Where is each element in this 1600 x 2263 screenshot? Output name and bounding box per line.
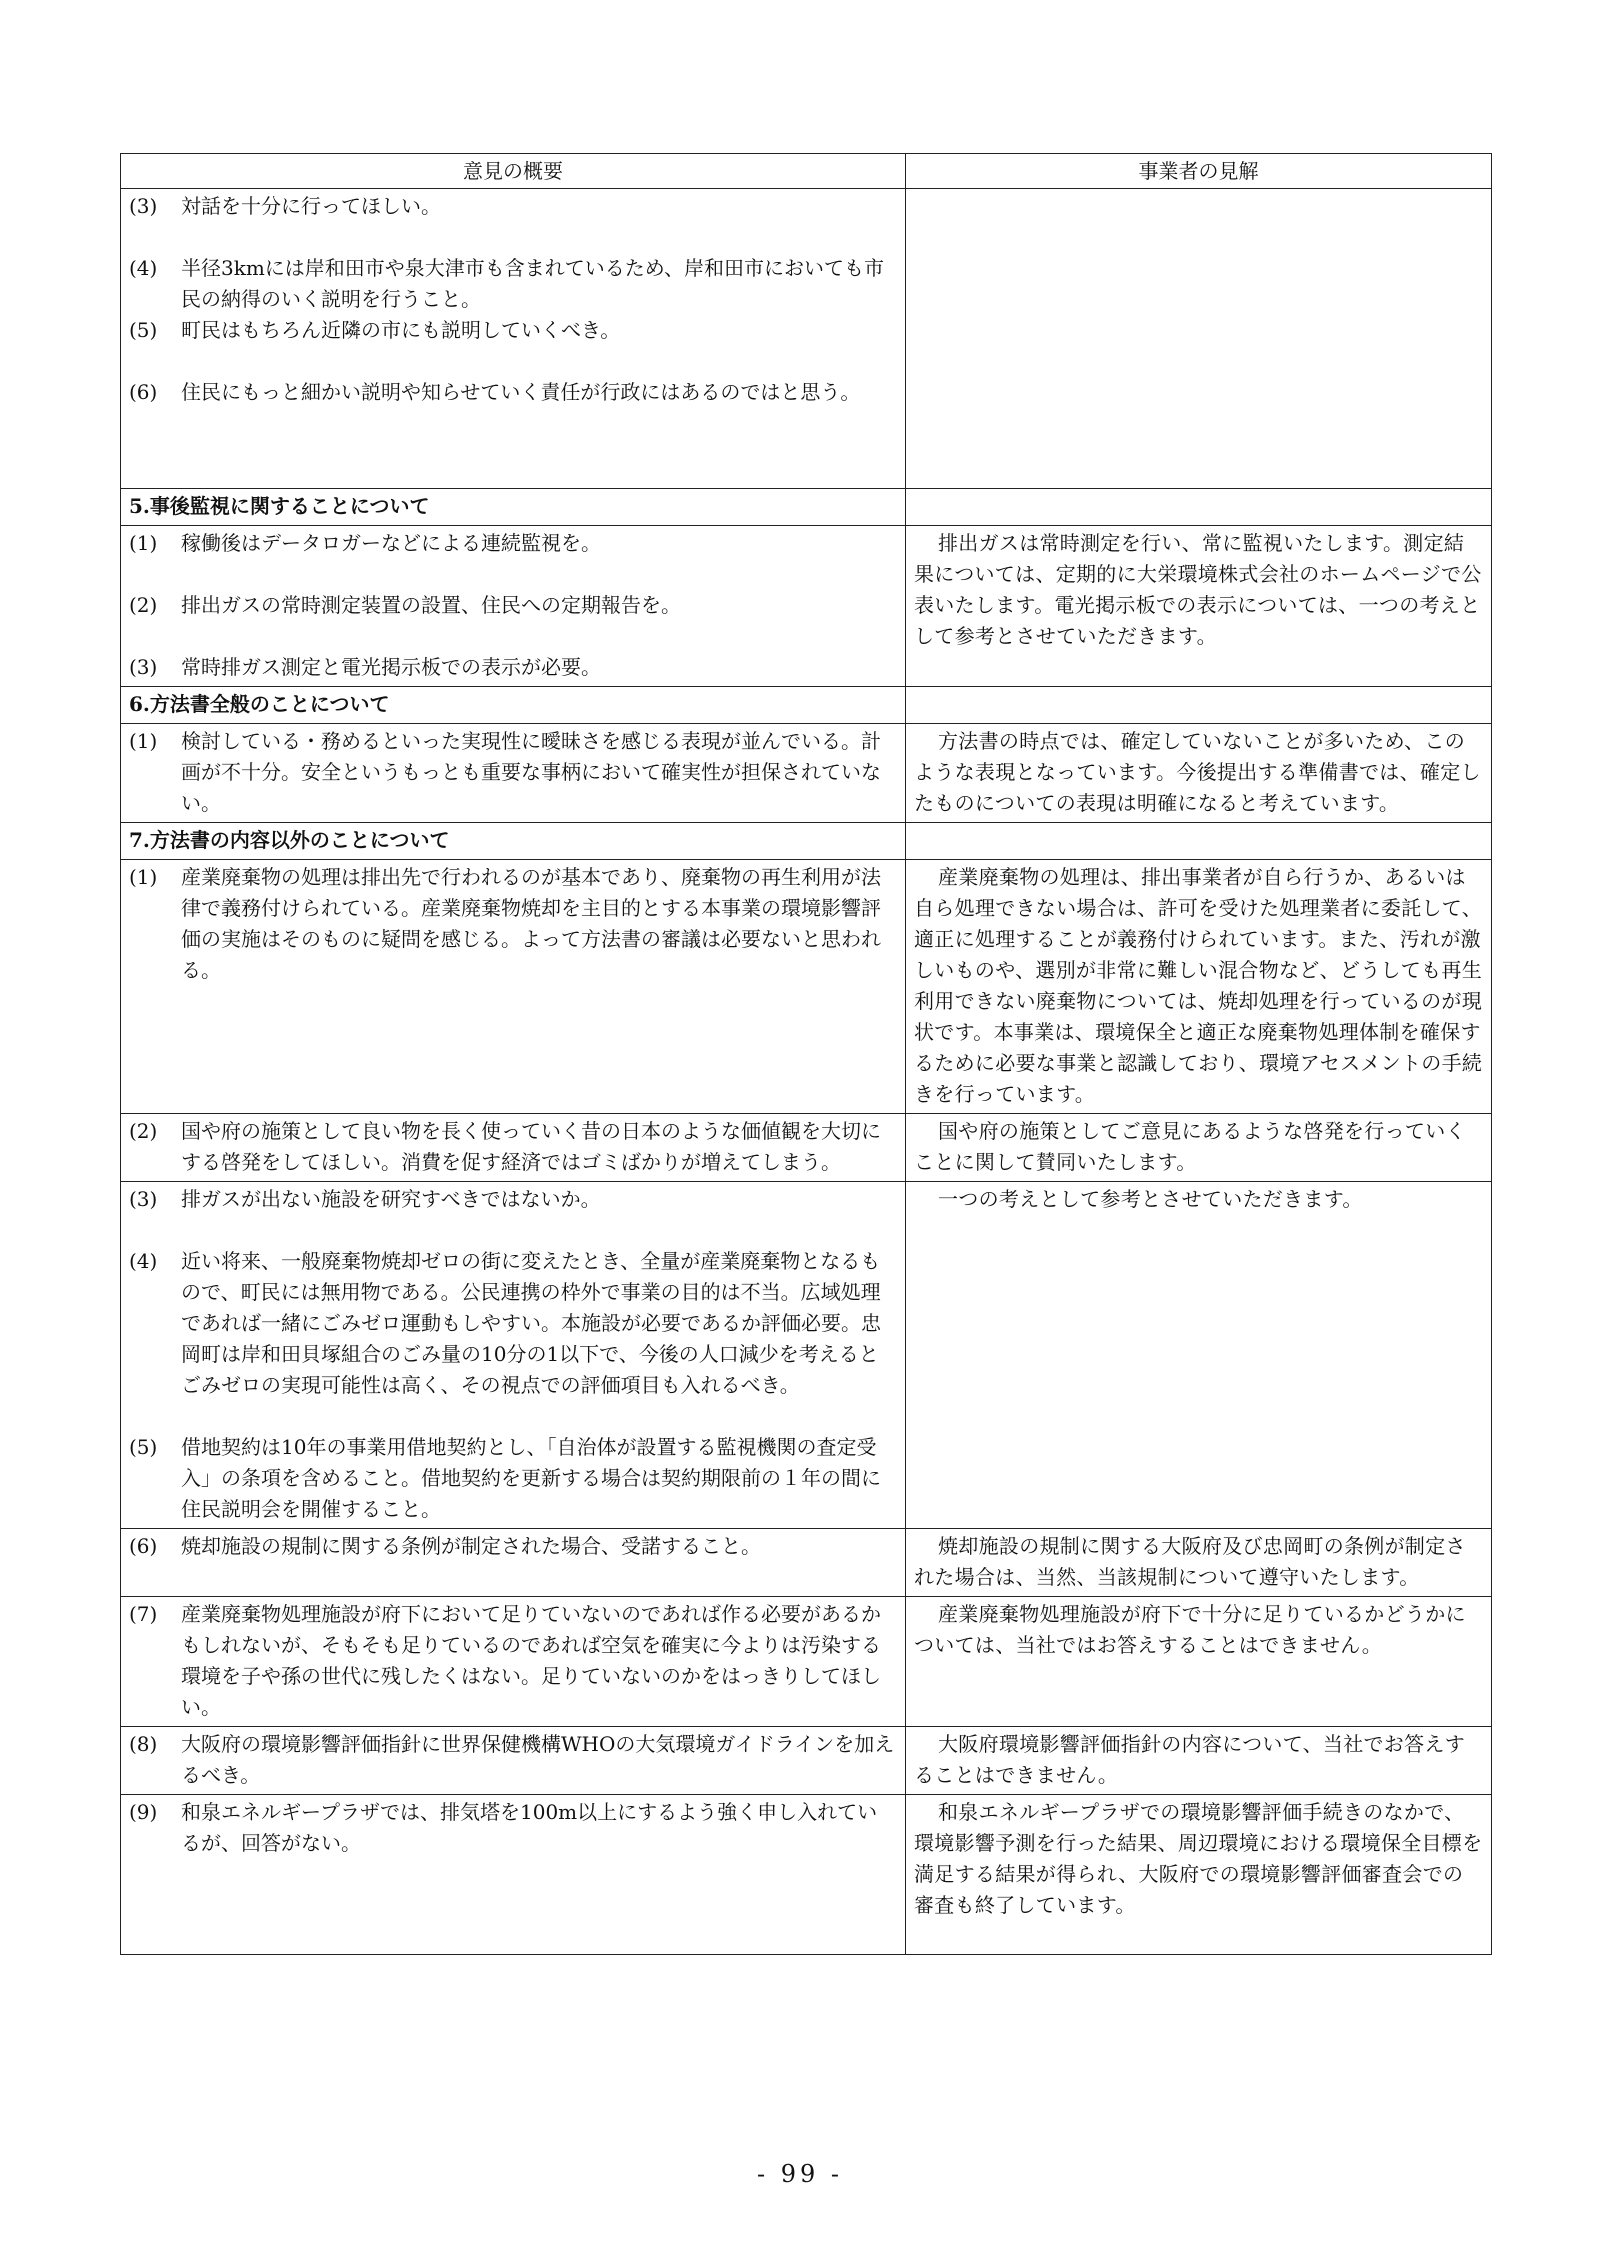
opinion-cell — [121, 724, 906, 823]
opinion-cell — [121, 189, 906, 489]
response-cell: 産業廃棄物の処理は、排出事業者が自ら行うか、あるいは自ら処理できない場合は、許可を受けた処理業者に委託して、適正に処理することが義務付けられています。また、汚れが激しいものや、選別が非常に難しい混合物など、どうしても再生利用できない廃棄物については、焼却処理を行っているのが現状です。本事業は、環境保全と適正な廃棄物処理体制を確保するために必要な事業と認識しており、環境アセスメントの手続きを行っています。 — [906, 860, 1492, 1114]
item-text: 近い将来、一般廃棄物焼却ゼロの街に変えたとき、全量が産業廃棄物となるもので、町民には無用物である。公民連携の枠外で事業の目的は不当。広域処理であれば一緒にごみゼロ運動もしやすい。本施設が必要であるか評価必要。忠岡町は岸和田貝塚組合のごみ量の10分の1以下で、今後の人口減少を考えるとごみゼロの実現可能性は高く、その視点での評価項目も入れるべき。 — [181, 1249, 881, 1397]
table-row — [121, 860, 1492, 1114]
section-empty-cell — [906, 823, 1492, 860]
item-text: 排ガスが出ない施設を研究すべきではないか。 — [181, 1187, 601, 1211]
opinion-cell — [121, 526, 906, 687]
item-text: 焼却施設の規制に関する条例が制定された場合、受諾すること。 — [181, 1534, 761, 1558]
response-cell: 方法書の時点では、確定していないことが多いため、このような表現となっています。今後提出する準備書では、確定したものについての表現は明確になると考えています。 — [906, 724, 1492, 823]
opinion-cell — [121, 1182, 906, 1529]
section-title: 5.事後監視に関することについて — [121, 489, 906, 526]
opinion-cell — [121, 1727, 906, 1795]
response-cell: 大阪府環境影響評価指針の内容について、当社でお答えすることはできません。 — [906, 1727, 1492, 1795]
opinion-item — [129, 191, 897, 222]
table-row — [121, 1182, 1492, 1529]
header-opinion: 意見の概要 — [121, 154, 906, 189]
response-cell: 一つの考えとして参考とさせていただきます。 — [906, 1182, 1492, 1529]
table-header-row — [121, 154, 1492, 189]
item-text: 大阪府の環境影響評価指針に世界保健機構WHOの大気環境ガイドラインを加えるべき。 — [181, 1732, 895, 1787]
opinion-item — [129, 590, 897, 621]
opinion-item — [129, 1531, 897, 1562]
opinion-item — [129, 862, 897, 986]
item-text: 町民はもちろん近隣の市にも説明していくべき。 — [181, 318, 621, 342]
section-empty-cell — [906, 489, 1492, 526]
opinion-cell — [121, 1597, 906, 1727]
section-empty-cell — [906, 687, 1492, 724]
item-number: (8) — [129, 1732, 158, 1756]
section-title: 7.方法書の内容以外のことについて — [121, 823, 906, 860]
opinion-cell — [121, 860, 906, 1114]
item-number: (6) — [129, 380, 158, 404]
item-number: (4) — [129, 256, 158, 280]
table-row — [121, 1114, 1492, 1182]
item-text: 排出ガスの常時測定装置の設置、住民への定期報告を。 — [181, 593, 681, 617]
opinion-item — [129, 1246, 897, 1401]
response-cell: 産業廃棄物処理施設が府下で十分に足りているかどうかについては、当社ではお答えすることはできません。 — [906, 1597, 1492, 1727]
opinion-item — [129, 528, 897, 559]
item-number: (5) — [129, 318, 158, 342]
item-number: (2) — [129, 1119, 158, 1143]
opinion-cell — [121, 1795, 906, 1955]
table-row — [121, 1727, 1492, 1795]
opinion-cell — [121, 1114, 906, 1182]
opinion-item — [129, 377, 897, 408]
item-text: 対話を十分に行ってほしい。 — [181, 194, 441, 218]
item-number: (1) — [129, 531, 158, 555]
opinion-item — [129, 315, 897, 346]
opinion-item — [129, 1432, 897, 1525]
item-text: 検討している・務めるといった実現性に曖昧さを感じる表現が並んでいる。計画が不十分。安全というもっとも重要な事柄において確実性が担保されていない。 — [181, 729, 881, 815]
opinion-item — [129, 1184, 897, 1215]
table-row — [121, 526, 1492, 687]
item-number: (3) — [129, 1187, 158, 1211]
item-number: (1) — [129, 729, 158, 753]
item-number: (4) — [129, 1249, 158, 1273]
table-row — [121, 189, 1492, 489]
item-number: (7) — [129, 1602, 158, 1626]
header-response: 事業者の見解 — [906, 154, 1492, 189]
opinion-item — [129, 1729, 897, 1791]
item-text: 産業廃棄物の処理は排出先で行われるのが基本であり、廃棄物の再生利用が法律で義務付けられている。産業廃棄物焼却を主目的とする本事業の環境影響評価の実施はそのものに疑問を感じる。よって方法書の審議は必要ないと思われる。 — [181, 865, 881, 982]
opinion-item — [129, 253, 897, 315]
item-number: (9) — [129, 1800, 158, 1824]
table-row — [121, 724, 1492, 823]
item-number: (1) — [129, 865, 158, 889]
section-row — [121, 823, 1492, 860]
item-text: 国や府の施策として良い物を長く使っていく昔の日本のような価値観を大切にする啓発をしてほしい。消費を促す経済ではゴミばかりが増えてしまう。 — [181, 1119, 881, 1174]
item-text: 産業廃棄物処理施設が府下において足りていないのであれば作る必要があるかもしれないが、そもそも足りているのであれば空気を確実に今よりは汚染する環境を子や孫の世代に残したくはない。足りていないのかをはっきりしてほしい。 — [181, 1602, 881, 1719]
response-cell: 国や府の施策としてご意見にあるような啓発を行っていくことに関して賛同いたします。 — [906, 1114, 1492, 1182]
opinion-item — [129, 652, 897, 683]
response-cell: 焼却施設の規制に関する大阪府及び忠岡町の条例が制定された場合は、当然、当該規制について遵守いたします。 — [906, 1529, 1492, 1597]
response-cell: 和泉エネルギープラザでの環境影響評価手続きのなかで、環境影響予測を行った結果、周辺環境における環境保全目標を満足する結果が得られ、大阪府での環境影響評価審査会での審査も終了しています。 — [906, 1795, 1492, 1955]
section-row — [121, 489, 1492, 526]
page-number: - 99 - — [756, 2160, 843, 2188]
item-text: 常時排ガス測定と電光掲示板での表示が必要。 — [181, 655, 601, 679]
item-text: 借地契約は10年の事業用借地契約とし、「自治体が設置する監視機関の査定受入」の条項を含めること。借地契約を更新する場合は契約期限前の１年の間に住民説明会を開催すること。 — [181, 1435, 881, 1521]
item-text: 住民にもっと細かい説明や知らせていく責任が行政にはあるのではと思う。 — [181, 380, 861, 404]
section-row — [121, 687, 1492, 724]
item-number: (3) — [129, 194, 158, 218]
item-number: (6) — [129, 1534, 158, 1558]
opinion-item — [129, 1116, 897, 1178]
table-row — [121, 1597, 1492, 1727]
opinion-item — [129, 1599, 897, 1723]
item-text: 和泉エネルギープラザでは、排気塔を100m以上にするよう強く申し入れているが、回答がない。 — [181, 1800, 878, 1855]
opinion-item — [129, 1797, 897, 1859]
item-number: (2) — [129, 593, 158, 617]
section-title: 6.方法書全般のことについて — [121, 687, 906, 724]
item-text: 稼働後はデータロガーなどによる連続監視を。 — [181, 531, 601, 555]
table-row — [121, 1795, 1492, 1955]
item-number: (3) — [129, 655, 158, 679]
response-cell — [906, 189, 1492, 489]
opinion-table — [120, 153, 1492, 1955]
item-number: (5) — [129, 1435, 158, 1459]
item-text: 半径3kmには岸和田市や泉大津市も含まれているため、岸和田市においても市民の納得のいく説明を行うこと。 — [181, 256, 885, 311]
opinion-cell — [121, 1529, 906, 1597]
response-cell: 排出ガスは常時測定を行い、常に監視いたします。測定結果については、定期的に大栄環境株式会社のホームページで公表いたします。電光掲示板での表示については、一つの考えとして参考とさせていただきます。 — [906, 526, 1492, 687]
table-row — [121, 1529, 1492, 1597]
opinion-item — [129, 726, 897, 819]
